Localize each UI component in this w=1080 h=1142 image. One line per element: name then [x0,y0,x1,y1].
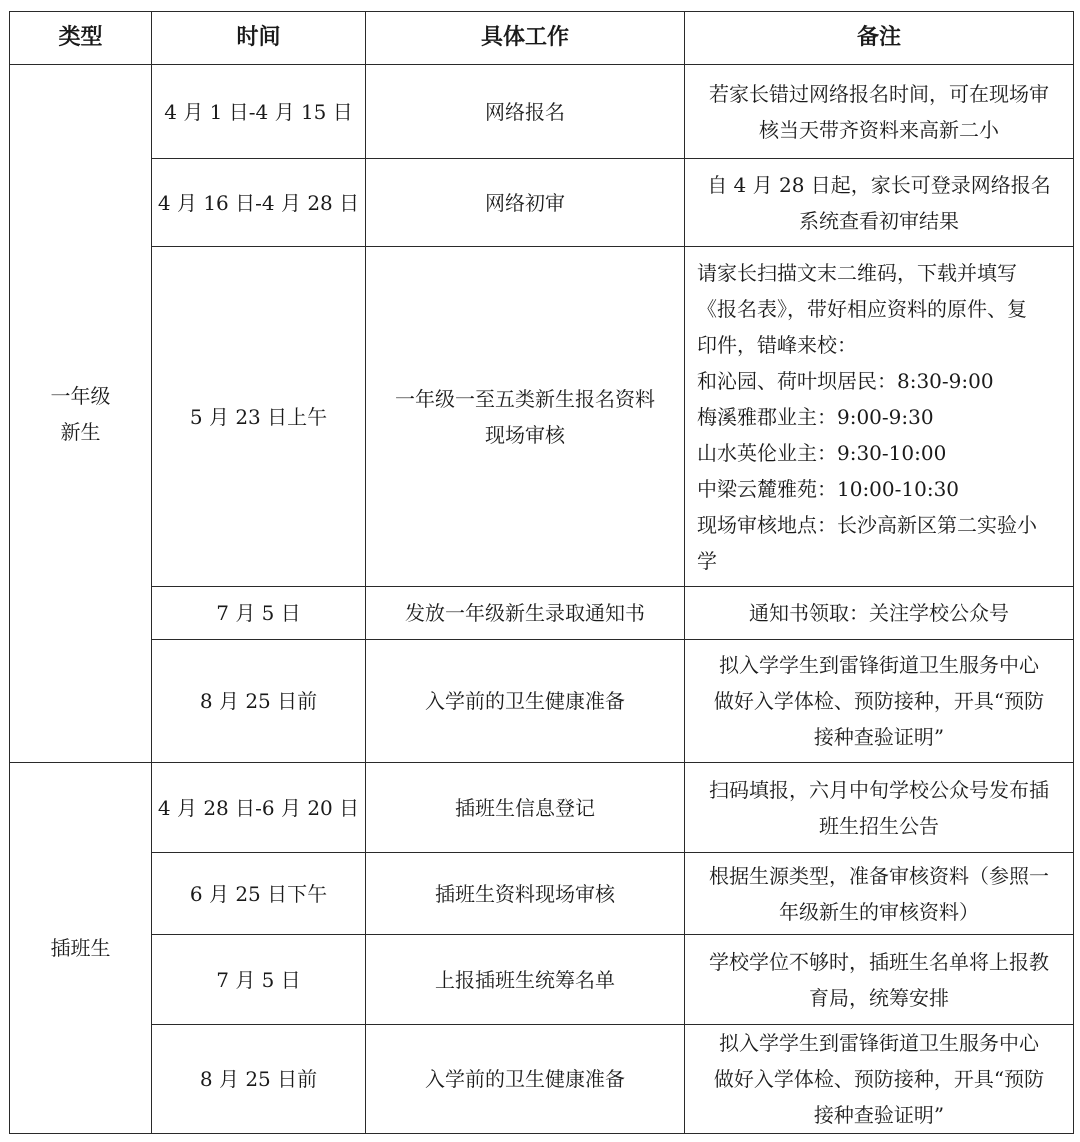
note-cell [685,935,1074,1025]
table-row [10,853,1074,935]
note-line: 现场审核地点：长沙高新区第二实验小 [697,512,1037,537]
note-line: 请家长扫描文末二维码，下载并填写 [697,260,1017,285]
note-line: 梅溪雅郡业主：9:00-9:30 [697,404,934,429]
table-row [10,1025,1074,1134]
note-cell [685,640,1074,763]
note-cell [685,159,1074,247]
time-cell: 7 月 5 日 [152,935,366,1025]
note-line: 接种查验证明” [813,1103,945,1127]
work-cell: 上报插班生统筹名单 [366,935,685,1025]
enrollment-schedule-table [9,11,1074,1134]
table-row [10,247,1074,587]
header-work: 具体工作 [366,12,685,65]
time-cell: 5 月 23 日上午 [152,247,366,587]
time-cell: 4 月 16 日-4 月 28 日 [152,159,366,247]
note-line: 山水英伦业主：9:30-10:00 [697,440,947,465]
type-line: 一年级 [50,383,111,408]
note-line: 拟入学学生到雷锋街道卫生服务中心 [719,653,1039,677]
work-cell: 入学前的卫生健康准备 [366,640,685,763]
note-line: 育局，统筹安排 [809,985,949,1010]
note-cell [685,1025,1074,1134]
note-line: 班生招生公告 [819,813,939,838]
table-row [10,763,1074,853]
note-line: 学 [697,548,717,573]
note-line: 和沁园、荷叶坝居民：8:30-9:00 [697,368,994,393]
time-cell: 6 月 25 日下午 [152,853,366,935]
note-line: 系统查看初审结果 [799,208,959,233]
work-line: 现场审核 [485,422,565,447]
work-cell [366,247,685,587]
note-cell [685,763,1074,853]
table-row [10,587,1074,640]
note-line: 《报名表》，带好相应资料的原件、复 [697,296,1027,321]
work-cell: 入学前的卫生健康准备 [366,1025,685,1134]
note-line: 若家长错过网络报名时间，可在现场审 [709,81,1049,106]
note-cell [685,247,1074,587]
time-cell: 8 月 25 日前 [152,1025,366,1134]
table-row [10,65,1074,159]
work-cell: 插班生资料现场审核 [366,853,685,935]
work-cell: 网络初审 [366,159,685,247]
header-time: 时间 [152,12,366,65]
table-header-row [10,12,1074,65]
note-line: 年级新生的审核资料） [779,899,979,924]
header-type: 类型 [10,12,152,65]
note-line: 核当天带齐资料来高新二小 [759,117,999,142]
note-line: 拟入学学生到雷锋街道卫生服务中心 [719,1031,1039,1055]
time-cell: 8 月 25 日前 [152,640,366,763]
work-cell: 插班生信息登记 [366,763,685,853]
type-line: 新生 [60,419,101,444]
note-cell [685,587,1074,640]
work-cell: 网络报名 [366,65,685,159]
note-line: 中梁云麓雅苑：10:00-10:30 [697,476,960,501]
header-note: 备注 [685,12,1074,65]
note-line: 通知书领取：关注学校公众号 [749,601,1009,625]
note-line: 做好入学体检、预防接种，开具“预防 [713,689,1045,713]
note-line: 学校学位不够时，插班生名单将上报教 [709,949,1049,974]
note-cell [685,853,1074,935]
type-cell-transfer [10,763,152,1134]
work-line: 一年级一至五类新生报名资料 [395,386,655,411]
note-line: 做好入学体检、预防接种，开具“预防 [713,1067,1045,1091]
note-line: 扫码填报，六月中旬学校公众号发布插 [709,777,1049,802]
type-cell-grade-one [10,65,152,763]
table-row [10,935,1074,1025]
time-cell: 4 月 28 日-6 月 20 日 [152,763,366,853]
table-row [10,640,1074,763]
table-row [10,159,1074,247]
type-line: 插班生 [50,936,111,960]
note-line: 根据生源类型，准备审核资料（参照一 [709,863,1049,888]
note-line: 印件，错峰来校： [697,332,857,357]
time-cell: 7 月 5 日 [152,587,366,640]
work-cell: 发放一年级新生录取通知书 [366,587,685,640]
note-cell [685,65,1074,159]
note-line: 接种查验证明” [813,725,945,749]
time-cell: 4 月 1 日-4 月 15 日 [152,65,366,159]
note-line: 自 4 月 28 日起，家长可登录网络报名 [707,172,1051,197]
